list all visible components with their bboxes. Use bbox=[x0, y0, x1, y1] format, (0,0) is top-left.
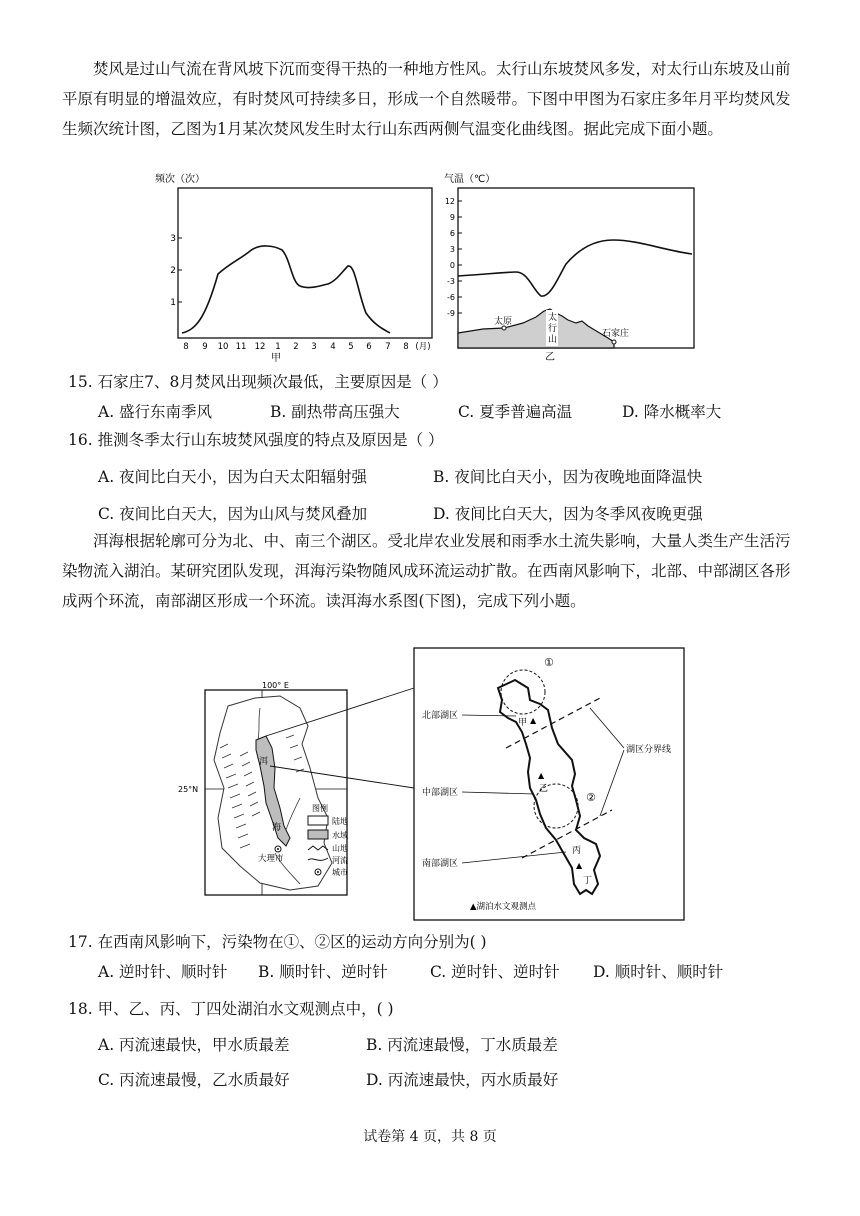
map-label-dali: 大理市 bbox=[258, 854, 284, 864]
question-18-option-a[interactable]: A. 丙流速最快，甲水质最差 bbox=[98, 1036, 290, 1054]
legend-title: 图例 bbox=[312, 804, 328, 813]
question-17-option-d[interactable]: D. 顺时针、顺时针 bbox=[593, 963, 724, 981]
map-station-bing: 丙 bbox=[572, 846, 582, 856]
question-17-option-b[interactable]: B. 顺时针、逆时针 bbox=[258, 963, 388, 981]
map-label-middle-zone: 中部湖区 bbox=[422, 788, 459, 798]
yi-label-taihang: 太 bbox=[548, 313, 558, 323]
map-label-north-zone: 北部湖区 bbox=[422, 711, 459, 721]
jia-xtick: 8 bbox=[403, 342, 409, 352]
jia-xtick: 11 bbox=[235, 342, 247, 352]
yi-ytick: -9 bbox=[447, 309, 455, 318]
map-lon-label: 100° E bbox=[262, 681, 289, 690]
map-label-hai: 海 bbox=[272, 823, 282, 833]
question-17-stem: 17. 在西南风影响下，污染物在①、②区的运动方向分别为( ) bbox=[68, 933, 487, 951]
question-18-stem: 18. 甲、乙、丙、丁四处湖泊水文观测点中，( ) bbox=[68, 1000, 394, 1018]
yi-terrain-profile bbox=[458, 309, 614, 348]
jia-xtick: 9 bbox=[202, 342, 208, 352]
jia-ytick: 1 bbox=[170, 298, 176, 308]
jia-y-label: 频次（次） bbox=[155, 174, 205, 185]
figure-yi-temperature bbox=[438, 168, 708, 363]
figure-jia-foehn-frequency bbox=[150, 168, 440, 363]
jia-caption: 甲 bbox=[271, 353, 281, 364]
map-circle-1: ① bbox=[544, 656, 554, 669]
yi-caption: 乙 bbox=[545, 352, 555, 363]
legend-land: 陆地 bbox=[332, 817, 348, 826]
jia-xtick: 6 bbox=[366, 342, 372, 352]
svg-text:行: 行 bbox=[548, 324, 558, 334]
question-15-option-d[interactable]: D. 降水概率大 bbox=[622, 403, 722, 421]
svg-text:▲: ▲ bbox=[576, 861, 583, 870]
question-18-option-d[interactable]: D. 丙流速最快，丙水质最好 bbox=[366, 1071, 559, 1089]
map-circle-2: ② bbox=[586, 791, 596, 804]
jia-xtick: 2 bbox=[293, 342, 299, 352]
jia-xtick: 10 bbox=[217, 342, 229, 352]
legend-water: 水域 bbox=[332, 831, 348, 840]
jia-xtick: 12 bbox=[254, 342, 266, 352]
question-18-option-c[interactable]: C. 丙流速最慢，乙水质最好 bbox=[98, 1071, 290, 1089]
svg-text:▲: ▲ bbox=[538, 771, 545, 780]
jia-xtick: 3 bbox=[311, 342, 317, 352]
map-station-jia: 甲 bbox=[518, 718, 528, 728]
question-16-option-a[interactable]: A. 夜间比白天小，因为白天太阳辐射强 bbox=[98, 468, 368, 486]
jia-xtick: 1 bbox=[275, 342, 281, 352]
yi-ytick: 3 bbox=[449, 245, 455, 254]
map-label-south-zone: 南部湖区 bbox=[422, 859, 459, 869]
svg-text:山: 山 bbox=[548, 335, 558, 345]
question-16-stem: 16. 推测冬季太行山东坡焚风强度的特点及原因是（ ） bbox=[68, 431, 444, 449]
yi-ytick: 6 bbox=[449, 229, 455, 238]
yi-temperature-curve bbox=[458, 240, 692, 296]
yi-label-taiyuan: 太原 bbox=[494, 317, 513, 327]
intro-paragraph-erhai: 洱海根据轮廓可分为北、中、南三个湖区。受北岸农业发展和雨季水土流失影响，大量人类生产生活污染物流入湖泊。某研究团队发现，洱海污染物随风成环流运动扩散。在西南风影响下，北部、中部湖区各形成两个环流，南部湖区形成一个环流。读洱海水系图(下图)，完成下列小题。 bbox=[62, 532, 791, 610]
yi-ytick: 9 bbox=[449, 213, 455, 222]
page-footer: 试卷第 4 页，共 8 页 bbox=[363, 1129, 497, 1145]
question-16-option-d[interactable]: D. 夜间比白天大，因为冬季风夜晚更强 bbox=[433, 505, 703, 523]
intro-paragraph-foehn: 焚风是过山气流在背风坡下沉而变得干热的一种地方性风。太行山东坡焚风多发，对太行山东坡及山前平原有明显的增温效应，有时焚风可持续多日，形成一个自然暖带。下图中甲图为石家庄多年月平均焚风发生频次统计图，乙图为1月某次焚风发生时太行山东西两侧气温变化曲线图。据此完成下面小题。 bbox=[62, 60, 791, 138]
yi-ytick: -3 bbox=[447, 277, 455, 286]
question-16-option-c[interactable]: C. 夜间比白天大，因为山风与焚风叠加 bbox=[98, 505, 368, 523]
map-lat-label: 25°N bbox=[178, 785, 199, 794]
jia-xunit: (月) bbox=[415, 342, 431, 352]
question-15-option-c[interactable]: C. 夏季普遍高温 bbox=[458, 403, 573, 421]
map-label-er: 洱 bbox=[259, 757, 269, 767]
question-15-option-b[interactable]: B. 副热带高压强大 bbox=[270, 403, 400, 421]
jia-xtick: 8 bbox=[183, 342, 189, 352]
question-17-option-a[interactable]: A. 逆时针、顺时针 bbox=[98, 963, 228, 981]
yi-ytick: -6 bbox=[447, 293, 455, 302]
legend-city: 城市 bbox=[332, 868, 348, 877]
map-label-boundary: 湖区分界线 bbox=[626, 745, 672, 755]
legend-river: 河流 bbox=[332, 856, 348, 865]
map-station-legend: ▲湖泊水文观测点 bbox=[470, 902, 537, 912]
jia-xtick: 5 bbox=[348, 342, 354, 352]
question-15-stem: 15. 石家庄7、8月焚风出现频次最低，主要原因是（ ） bbox=[68, 373, 448, 391]
jia-ytick: 3 bbox=[170, 234, 176, 244]
question-17-option-c[interactable]: C. 逆时针、逆时针 bbox=[430, 963, 560, 981]
yi-label-shijiazhuang: 石家庄 bbox=[602, 329, 630, 339]
figure-erhai-maps bbox=[178, 648, 850, 933]
svg-text:▲: ▲ bbox=[530, 716, 537, 725]
map-station-yi: 乙 bbox=[539, 784, 549, 794]
question-16-option-b[interactable]: B. 夜间比白天小，因为夜晚地面降温快 bbox=[433, 468, 703, 486]
jia-xtick: 7 bbox=[385, 342, 391, 352]
question-15-option-a[interactable]: A. 盛行东南季风 bbox=[98, 403, 213, 421]
legend-mountain: 山地 bbox=[332, 844, 348, 853]
yi-ytick: 0 bbox=[449, 261, 455, 270]
map-station-ding: 丁 bbox=[583, 876, 593, 886]
jia-ytick: 2 bbox=[170, 266, 176, 276]
yi-ytick: 12 bbox=[444, 197, 455, 206]
jia-frequency-curve bbox=[182, 246, 390, 333]
yi-y-label: 气温（℃） bbox=[444, 174, 496, 185]
question-18-option-b[interactable]: B. 丙流速最慢，丁水质最差 bbox=[366, 1036, 558, 1054]
jia-xtick: 4 bbox=[330, 342, 336, 352]
